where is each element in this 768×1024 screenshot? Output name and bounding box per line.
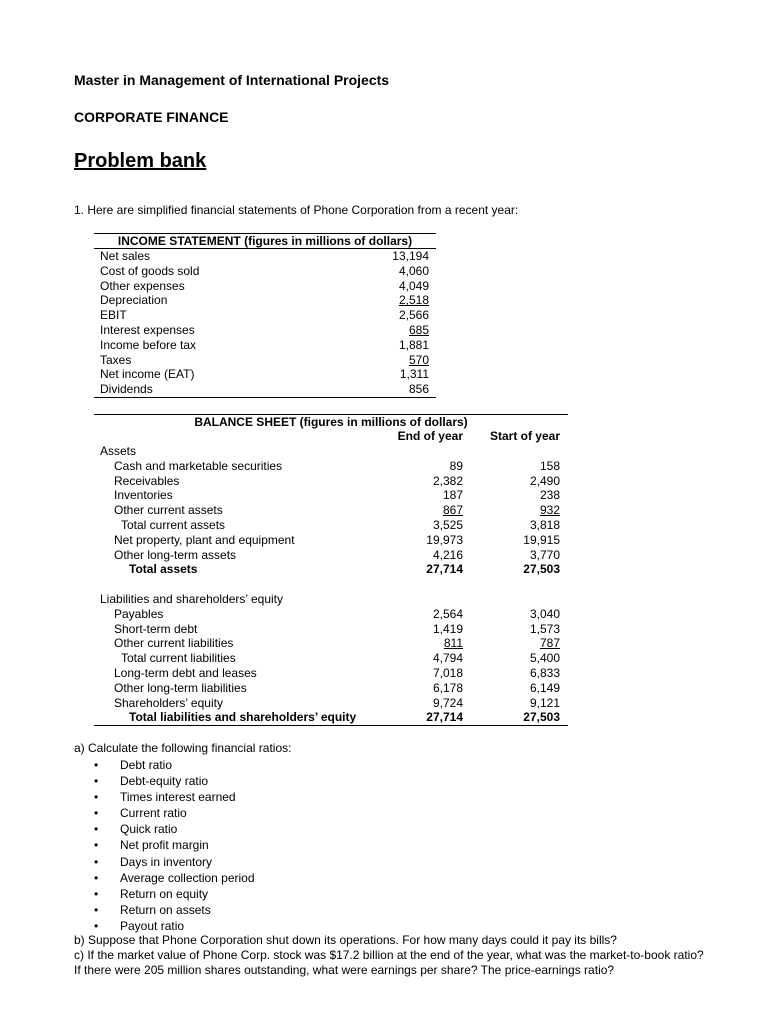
balance-row-end-value: 6,178 xyxy=(432,680,463,695)
balance-row-start-value: 158 xyxy=(539,458,560,473)
page-title: Problem bank xyxy=(74,150,207,172)
ratio-name: Average collection period xyxy=(120,870,255,885)
balance-row-end-value: 4,794 xyxy=(432,651,463,666)
income-row-label: Other expenses xyxy=(100,278,185,293)
income-row-label: Income before tax xyxy=(100,337,197,352)
program-title: Master in Management of International Projects xyxy=(74,72,390,88)
balance-row xyxy=(94,518,568,533)
ratio-name: Return on equity xyxy=(120,886,209,901)
balance-row-label: Assets xyxy=(100,444,137,458)
income-row-label: Net sales xyxy=(100,249,151,263)
balance-row-label: Liabilities and shareholders’ equity xyxy=(100,591,283,606)
balance-row xyxy=(94,696,568,711)
balance-row-start-value: 1,573 xyxy=(529,621,560,636)
bullet-icon: • xyxy=(94,870,99,885)
balance-row xyxy=(94,622,568,637)
income-row xyxy=(94,249,436,264)
balance-row-end-value: 4,216 xyxy=(432,547,463,562)
income-row xyxy=(94,264,436,279)
balance-row xyxy=(94,666,568,681)
balance-row-end-value: 7,018 xyxy=(432,665,463,680)
balance-row xyxy=(94,562,568,577)
income-row-label: Cost of goods sold xyxy=(100,263,200,278)
balance-row-label: Other current liabilities xyxy=(114,636,234,651)
income-row-value: 4,060 xyxy=(398,263,429,278)
income-row xyxy=(94,323,436,338)
bullet-icon: • xyxy=(94,806,99,821)
income-row xyxy=(94,353,436,368)
problem-intro: 1. Here are simplified financial statements of Phone Corporation from a recent year: xyxy=(74,203,519,217)
ratio-name: Net profit margin xyxy=(120,838,209,853)
income-row-label: Net income (EAT) xyxy=(100,367,195,382)
balance-row-end-value: 19,973 xyxy=(426,532,463,547)
income-row xyxy=(94,279,436,294)
income-statement-rows xyxy=(94,249,436,398)
bullet-icon: • xyxy=(94,822,99,837)
bullet-icon: • xyxy=(94,902,99,917)
balance-sheet-table xyxy=(94,414,568,726)
balance-sheet-column-headers xyxy=(94,429,568,444)
balance-row xyxy=(94,548,568,563)
income-row-label: Taxes xyxy=(100,352,132,367)
column-start-of-year: Start of year xyxy=(489,429,560,443)
balance-row-label: Long-term debt and leases xyxy=(114,665,257,680)
balance-row-label: Other long-term assets xyxy=(114,547,237,562)
bullet-icon: • xyxy=(94,838,99,853)
question-c: c) If the market value of Phone Corp. stock was $17.2 billion at the end of the year, what was the market-to-book ratio? If there were 205 million shares outstanding, what were earnings per share? The price-earnings ratio? xyxy=(74,948,704,977)
balance-row-start-value: 2,490 xyxy=(529,473,560,488)
bullet-icon: • xyxy=(94,790,99,805)
balance-row-start-value: 3,770 xyxy=(529,547,560,562)
balance-row xyxy=(94,577,568,592)
question-a: a) Calculate the following financial ratios: xyxy=(74,741,292,755)
income-row xyxy=(94,338,436,353)
balance-row xyxy=(94,636,568,651)
income-row xyxy=(94,293,436,308)
balance-row-label: Total current liabilities xyxy=(121,651,236,666)
income-row-value: 856 xyxy=(408,382,429,397)
balance-row-start-value: 238 xyxy=(539,488,560,503)
balance-sheet-title: BALANCE SHEET (figures in millions of dollars) xyxy=(94,414,568,429)
income-row-value: 13,194 xyxy=(392,249,429,263)
balance-row-label: Shareholders’ equity xyxy=(114,695,223,710)
bullet-icon: • xyxy=(94,886,99,901)
ratio-name: Current ratio xyxy=(120,806,187,821)
ratio-name: Debt ratio xyxy=(120,758,173,772)
balance-row-start-value: 27,503 xyxy=(523,710,560,725)
balance-row-end-value: 27,714 xyxy=(426,710,463,725)
balance-row-start-value: 3,818 xyxy=(529,517,560,532)
balance-row-label: Cash and marketable securities xyxy=(114,458,283,473)
income-row-value: 4,049 xyxy=(398,278,429,293)
balance-row xyxy=(94,651,568,666)
balance-row-label: Other long-term liabilities xyxy=(114,680,247,695)
income-row-value: 685 xyxy=(408,322,429,337)
balance-row-end-value: 1,419 xyxy=(432,621,463,636)
ratio-name: Quick ratio xyxy=(120,822,178,837)
balance-row xyxy=(94,592,568,607)
balance-row-label: Payables xyxy=(114,606,164,621)
balance-row-label: Total liabilities and shareholders’ equity xyxy=(129,710,357,725)
balance-row-end-value: 3,525 xyxy=(432,517,463,532)
balance-row xyxy=(94,444,568,459)
balance-row xyxy=(94,681,568,696)
balance-row-end-value: 27,714 xyxy=(426,562,463,577)
balance-row xyxy=(94,710,568,725)
balance-row-label: Short-term debt xyxy=(114,621,198,636)
ratio-name: Payout ratio xyxy=(120,918,185,933)
bullet-icon: • xyxy=(94,758,99,772)
balance-row-start-value: 3,040 xyxy=(529,606,560,621)
balance-row-end-value: 2,382 xyxy=(432,473,463,488)
balance-row-end-value: 9,724 xyxy=(432,695,463,710)
income-row-label: Dividends xyxy=(100,382,153,397)
balance-row-label: Total current assets xyxy=(121,517,226,532)
income-statement-table xyxy=(94,233,436,398)
income-row-label: EBIT xyxy=(100,308,127,323)
bullet-icon: • xyxy=(94,774,99,789)
income-row-value: 2,518 xyxy=(398,293,429,308)
income-row-value: 1,311 xyxy=(399,367,429,382)
balance-row xyxy=(94,533,568,548)
balance-row xyxy=(94,488,568,503)
bullet-icon: • xyxy=(94,854,99,869)
ratio-name: Days in inventory xyxy=(120,854,213,869)
income-row-value: 1,881 xyxy=(398,337,429,352)
balance-row-start-value: 6,833 xyxy=(529,665,560,680)
balance-row-end-value: 2,564 xyxy=(432,606,463,621)
balance-row-label: Net property, plant and equipment xyxy=(114,532,295,547)
balance-row-start-value: 27,503 xyxy=(523,562,560,577)
balance-row-start-value: 787 xyxy=(539,636,560,651)
ratio-name: Debt-equity ratio xyxy=(120,774,209,789)
bullet-icon: • xyxy=(94,918,99,933)
income-row-label: Interest expenses xyxy=(100,322,195,337)
income-row-value: 2,566 xyxy=(398,308,429,323)
balance-sheet-rows xyxy=(94,444,568,726)
course-title: CORPORATE FINANCE xyxy=(74,109,229,125)
income-row xyxy=(94,367,436,382)
balance-row-start-value: 5,400 xyxy=(529,651,560,666)
balance-row-end-value: 89 xyxy=(449,458,463,473)
balance-row xyxy=(94,607,568,622)
balance-row-start-value: 19,915 xyxy=(523,532,560,547)
income-row xyxy=(94,382,436,397)
ratio-name: Times interest earned xyxy=(120,790,236,805)
ratio-name: Return on assets xyxy=(120,902,211,917)
balance-row xyxy=(94,503,568,518)
column-end-of-year: End of year xyxy=(397,429,463,443)
balance-row-end-value: 811 xyxy=(443,636,463,651)
balance-row-start-value: 932 xyxy=(539,503,560,518)
income-row-value: 570 xyxy=(408,352,429,367)
income-statement-title: INCOME STATEMENT (figures in millions of dollars) xyxy=(94,233,436,249)
question-b: b) Suppose that Phone Corporation shut down its operations. For how many days could it pay its bills? xyxy=(74,933,617,947)
balance-row xyxy=(94,474,568,489)
balance-row-end-value: 867 xyxy=(442,503,463,518)
balance-row-label: Receivables xyxy=(114,473,180,488)
income-row xyxy=(94,308,436,323)
balance-row-label: Other current assets xyxy=(114,503,223,518)
balance-row-start-value: 6,149 xyxy=(529,680,560,695)
balance-row-start-value: 9,121 xyxy=(529,695,560,710)
balance-row-label: Inventories xyxy=(114,488,173,503)
income-row-label: Depreciation xyxy=(100,293,168,308)
balance-row-end-value: 187 xyxy=(442,488,463,503)
balance-row-label: Total assets xyxy=(129,562,198,577)
balance-row xyxy=(94,459,568,474)
